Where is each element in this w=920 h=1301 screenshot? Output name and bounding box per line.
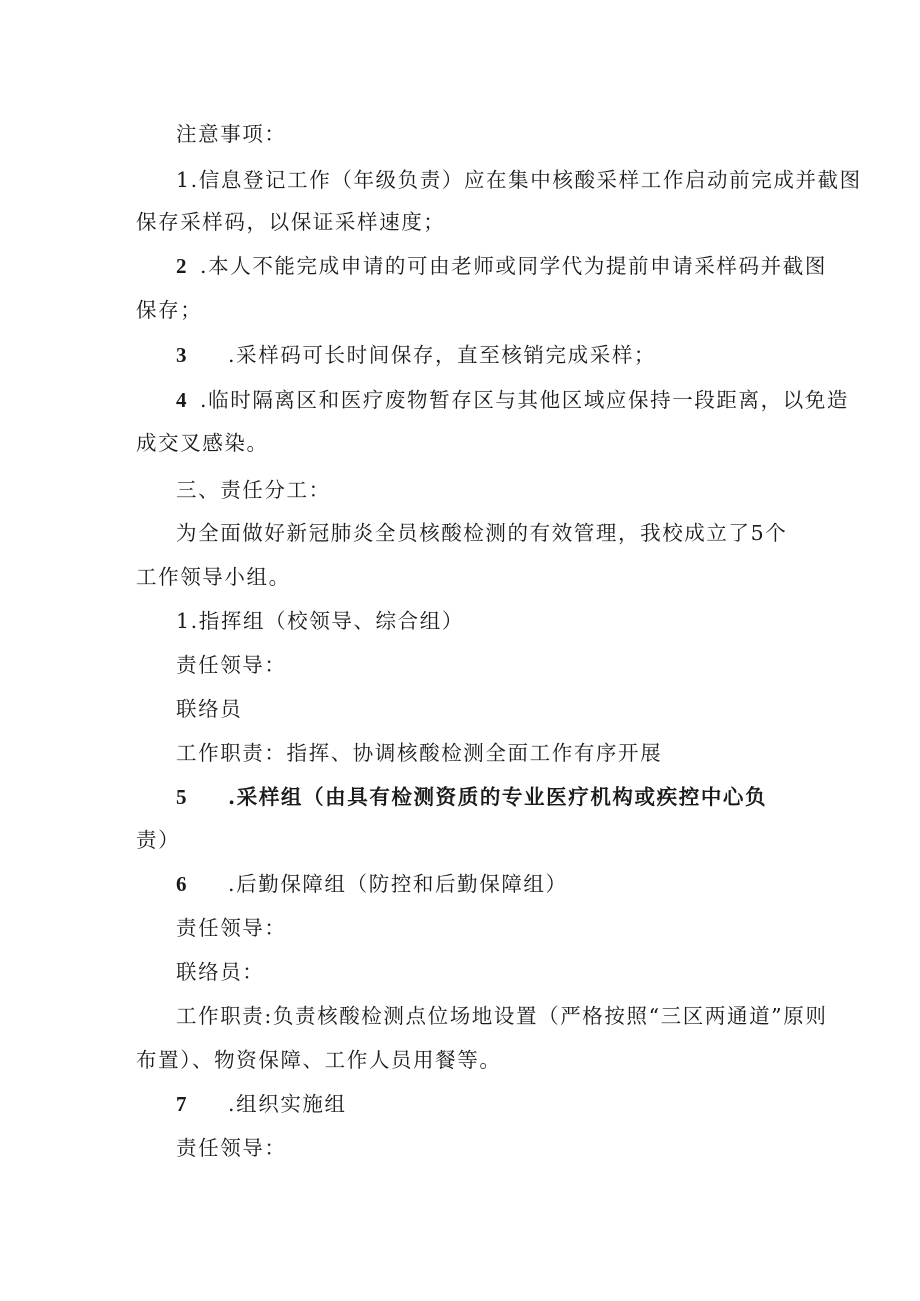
note-4-line-1: .临时隔离区和医疗废物暂存区与其他区域应保持一段距离，以免造 (200, 388, 850, 412)
group-5-line-1: .采样组（由具有检测资质的专业医疗机构或疾控中心负 (228, 785, 768, 809)
section-3-heading: 三、责任分工： (176, 478, 331, 502)
group-5-line-2: 责） (136, 828, 181, 852)
note-1-line-2: 保存采样码，以保证采样速度； (136, 210, 446, 234)
group-7-title: .组织实施组 (228, 1092, 347, 1116)
group-7-number: 7 (176, 1092, 187, 1116)
intro-line-1: 为全面做好新冠肺炎全员核酸检测的有效管理，我校成立了5个 (176, 521, 788, 545)
group-6-leader: 责任领导： (176, 916, 287, 940)
note-1-line-1: 1.信息登记工作（年级负责）应在集中核酸采样工作启动前完成并截图 (176, 168, 862, 192)
group-6-title: .后勤保障组（防控和后勤保障组） (228, 872, 568, 896)
group-7-leader: 责任领导： (176, 1136, 287, 1160)
note-3-line-1: .采样码可长时间保存，直至核销完成采样； (228, 343, 657, 367)
intro-line-2: 工作领导小组。 (136, 565, 291, 589)
notes-heading: 注意事项： (176, 122, 287, 146)
group-1-duty: 工作职责：指挥、协调核酸检测全面工作有序开展 (176, 741, 663, 765)
note-2-number: 2 (176, 254, 187, 278)
group-1-liaison: 联络员 (176, 697, 243, 721)
group-1-title: 1.指挥组（校领导、综合组） (176, 609, 464, 633)
group-6-duty-line-2: 布置）、物资保障、工作人员用餐等。 (136, 1048, 502, 1072)
group-6-liaison: 联络员： (176, 960, 265, 984)
group-1-leader: 责任领导： (176, 653, 287, 677)
note-2-line-2: 保存； (136, 298, 203, 322)
group-6-number: 6 (176, 872, 187, 896)
note-4-line-2: 成交叉感染。 (136, 431, 269, 455)
group-5-number: 5 (176, 785, 187, 809)
note-3-number: 3 (176, 343, 187, 367)
note-2-line-1: .本人不能完成申请的可由老师或同学代为提前申请采样码并截图 (200, 254, 827, 278)
note-4-number: 4 (176, 388, 187, 412)
group-6-duty-line-1: 工作职责:负责核酸检测点位场地设置（严格按照“三区两通道”原则 (176, 1004, 828, 1028)
